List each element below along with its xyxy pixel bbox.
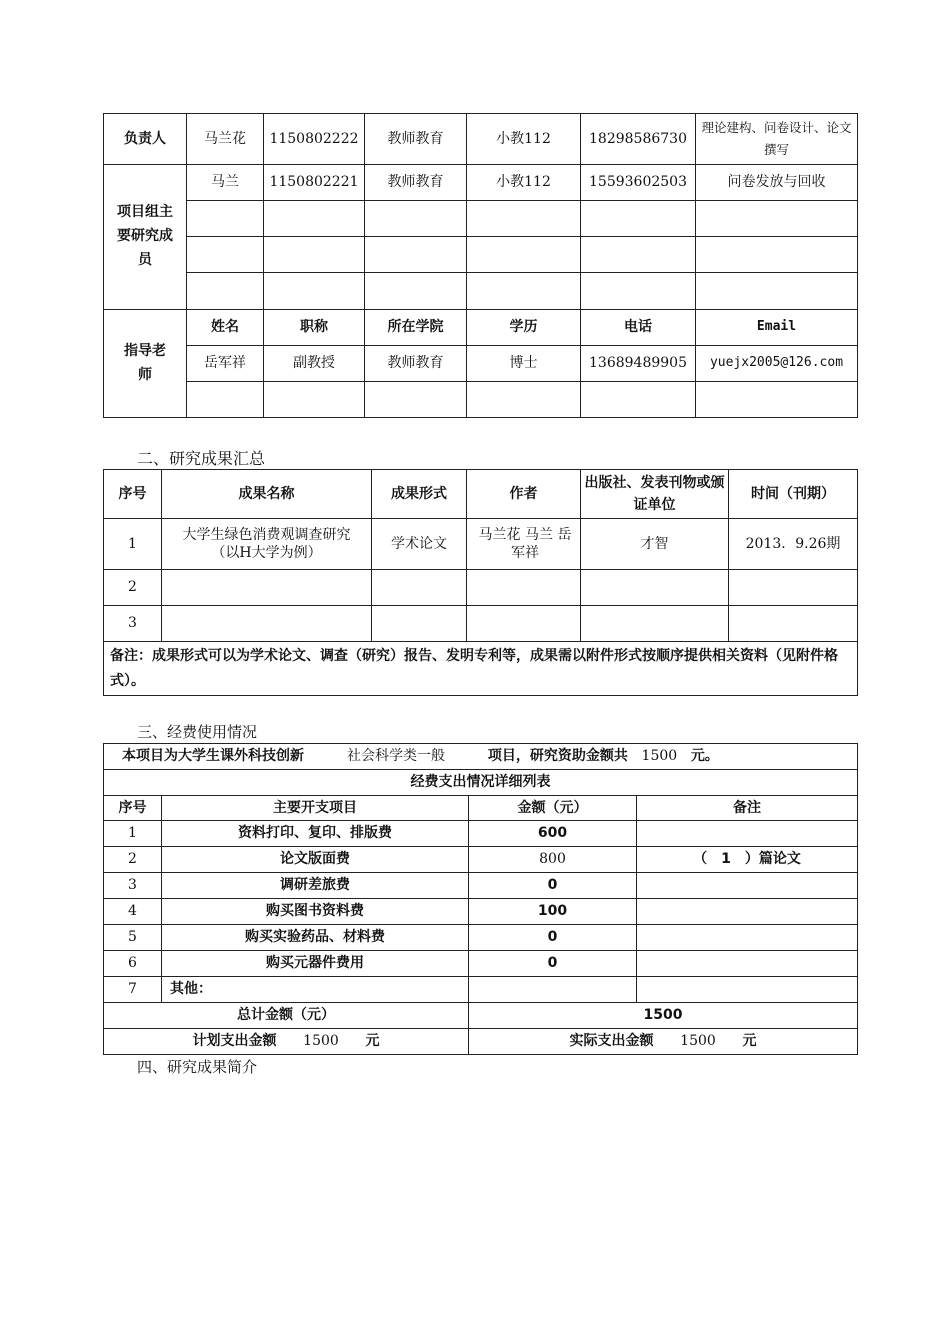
advisor-row-empty — [104, 382, 858, 418]
budget-total-label: 总计金额（元） — [104, 1003, 469, 1029]
results-author-text: 马兰花 马兰 岳军祥 — [478, 526, 572, 561]
results-header-time: 时间（刊期） — [729, 470, 858, 519]
budget-no: 5 — [104, 925, 162, 951]
member-class: 小教112 — [467, 165, 581, 201]
advisor-degree: 博士 — [467, 346, 581, 382]
budget-item: 购买图书资料费 — [162, 899, 469, 925]
section2-title: 二、研究成果汇总 — [137, 449, 266, 468]
leader-phone: 18298586730 — [581, 114, 696, 165]
budget-amount: 0 — [469, 925, 637, 951]
budget-no: 4 — [104, 899, 162, 925]
leader-class: 小教112 — [467, 114, 581, 165]
leader-row — [104, 114, 858, 165]
budget-plan-row — [104, 1029, 858, 1055]
budget-item: 购买实验药品、材料费 — [162, 925, 469, 951]
budget-intro — [104, 744, 858, 770]
budget-amount: 600 — [469, 821, 637, 847]
budget-intro-prefix: 本项目为大学生课外科技创新 — [122, 748, 304, 765]
advisor-phone: 13689489905 — [581, 346, 696, 382]
budget-intro-mid: 项目，研究资助金额共 — [487, 748, 628, 765]
leader-college: 教师教育 — [365, 114, 467, 165]
budget-note — [637, 873, 858, 899]
section3-title: 三、经费使用情况 — [137, 723, 258, 741]
leader-id: 1150802222 — [264, 114, 365, 165]
results-row — [104, 606, 858, 642]
advisor-college: 教师教育 — [365, 346, 467, 382]
budget-row — [104, 899, 858, 925]
budget-note — [637, 925, 858, 951]
member-row-empty — [104, 273, 858, 310]
budget-note — [637, 977, 858, 1003]
members-label-text: 项目组主要研究成员 — [117, 204, 173, 268]
advisor-name: 岳军祥 — [187, 346, 264, 382]
member-row-empty — [104, 237, 858, 273]
budget-header-item: 主要开支项目 — [162, 796, 469, 821]
budget-planned-unit: 元 — [365, 1033, 380, 1050]
results-note-row — [104, 642, 858, 696]
member-name: 马兰 — [187, 165, 264, 201]
advisor-header-college: 所在学院 — [365, 310, 467, 346]
budget-header-row — [104, 796, 858, 821]
budget-note — [637, 951, 858, 977]
results-row — [104, 570, 858, 606]
member-phone: 15593602503 — [581, 165, 696, 201]
results-no: 2 — [104, 570, 162, 606]
budget-header-no: 序号 — [104, 796, 162, 821]
budget-intro-unit: 元。 — [690, 748, 719, 765]
budget-amount — [469, 977, 637, 1003]
results-header-author: 作者 — [467, 470, 581, 519]
budget-planned-value: 1500 — [303, 1033, 339, 1050]
budget-row — [104, 925, 858, 951]
budget-intro-category: 社会科学类一般 — [346, 748, 445, 765]
advisor-header-phone: 电话 — [581, 310, 696, 346]
team-table — [103, 113, 858, 418]
results-form: 学术论文 — [372, 519, 467, 570]
budget-amount: 800 — [469, 847, 637, 873]
budget-row — [104, 873, 858, 899]
budget-actual-label: 实际支出金额 — [569, 1033, 654, 1050]
advisor-header-degree: 学历 — [467, 310, 581, 346]
budget-header-note: 备注 — [637, 796, 858, 821]
budget-item: 调研差旅费 — [162, 873, 469, 899]
results-header-row — [104, 470, 858, 519]
budget-item: 其他： — [162, 977, 469, 1003]
budget-row — [104, 951, 858, 977]
budget-no: 6 — [104, 951, 162, 977]
results-time: 2013．9.26期 — [729, 519, 858, 570]
budget-planned — [104, 1029, 469, 1055]
advisor-label — [104, 310, 187, 418]
results-no: 1 — [104, 519, 162, 570]
budget-actual — [469, 1029, 858, 1055]
advisor-header-row — [104, 310, 858, 346]
results-note: 备注：成果形式可以为学术论文、调查（研究）报告、发明专利等，成果需以附件形式按顺序提供相关资料（见附件格式）。 — [104, 642, 858, 696]
budget-intro-row — [104, 744, 858, 770]
budget-note — [637, 899, 858, 925]
budget-no: 1 — [104, 821, 162, 847]
advisor-header-title: 职称 — [264, 310, 365, 346]
budget-item: 资料打印、复印、排版费 — [162, 821, 469, 847]
advisor-row — [104, 346, 858, 382]
budget-item: 购买元器件费用 — [162, 951, 469, 977]
budget-header-amount: 金额（元） — [469, 796, 637, 821]
budget-row — [104, 977, 858, 1003]
leader-duty: 理论建构、问卷设计、论文撰写 — [696, 114, 858, 165]
budget-note: （ 1 ）篇论文 — [637, 847, 858, 873]
member-row-empty — [104, 201, 858, 237]
budget-row — [104, 847, 858, 873]
advisor-email: yuejx2005@126.com — [696, 346, 858, 382]
results-row — [104, 519, 858, 570]
budget-note — [637, 821, 858, 847]
budget-title-row — [104, 770, 858, 796]
budget-no: 7 — [104, 977, 162, 1003]
budget-no: 2 — [104, 847, 162, 873]
budget-table — [103, 743, 858, 1055]
advisor-header-email: Email — [696, 310, 858, 346]
results-author — [467, 519, 581, 570]
leader-label: 负责人 — [104, 114, 187, 165]
results-no: 3 — [104, 606, 162, 642]
member-duty: 问卷发放与回收 — [696, 165, 858, 201]
budget-intro-amount: 1500 — [641, 748, 678, 765]
section4-title: 四、研究成果简介 — [137, 1058, 258, 1076]
advisor-header-name: 姓名 — [187, 310, 264, 346]
results-header-publisher: 出版社、发表刊物或颁证单位 — [581, 470, 729, 519]
budget-no: 3 — [104, 873, 162, 899]
budget-item: 论文版面费 — [162, 847, 469, 873]
budget-total-row — [104, 1003, 858, 1029]
budget-actual-value: 1500 — [680, 1033, 716, 1050]
member-college: 教师教育 — [365, 165, 467, 201]
results-header-name: 成果名称 — [162, 470, 372, 519]
budget-row — [104, 821, 858, 847]
budget-amount: 100 — [469, 899, 637, 925]
members-label — [104, 165, 187, 310]
advisor-label-text: 指导老师 — [124, 342, 166, 383]
results-header-no: 序号 — [104, 470, 162, 519]
budget-actual-unit: 元 — [742, 1033, 757, 1050]
results-publisher: 才智 — [581, 519, 729, 570]
results-header-form: 成果形式 — [372, 470, 467, 519]
results-name: 大学生绿色消费观调查研究（以H大学为例） — [162, 519, 372, 570]
budget-planned-label: 计划支出金额 — [192, 1033, 277, 1050]
member-row — [104, 165, 858, 201]
results-table — [103, 469, 858, 696]
budget-table-title: 经费支出情况详细列表 — [104, 770, 858, 796]
budget-total-value: 1500 — [469, 1003, 858, 1029]
budget-amount: 0 — [469, 873, 637, 899]
member-id: 1150802221 — [264, 165, 365, 201]
leader-name: 马兰花 — [187, 114, 264, 165]
budget-amount: 0 — [469, 951, 637, 977]
advisor-title: 副教授 — [264, 346, 365, 382]
